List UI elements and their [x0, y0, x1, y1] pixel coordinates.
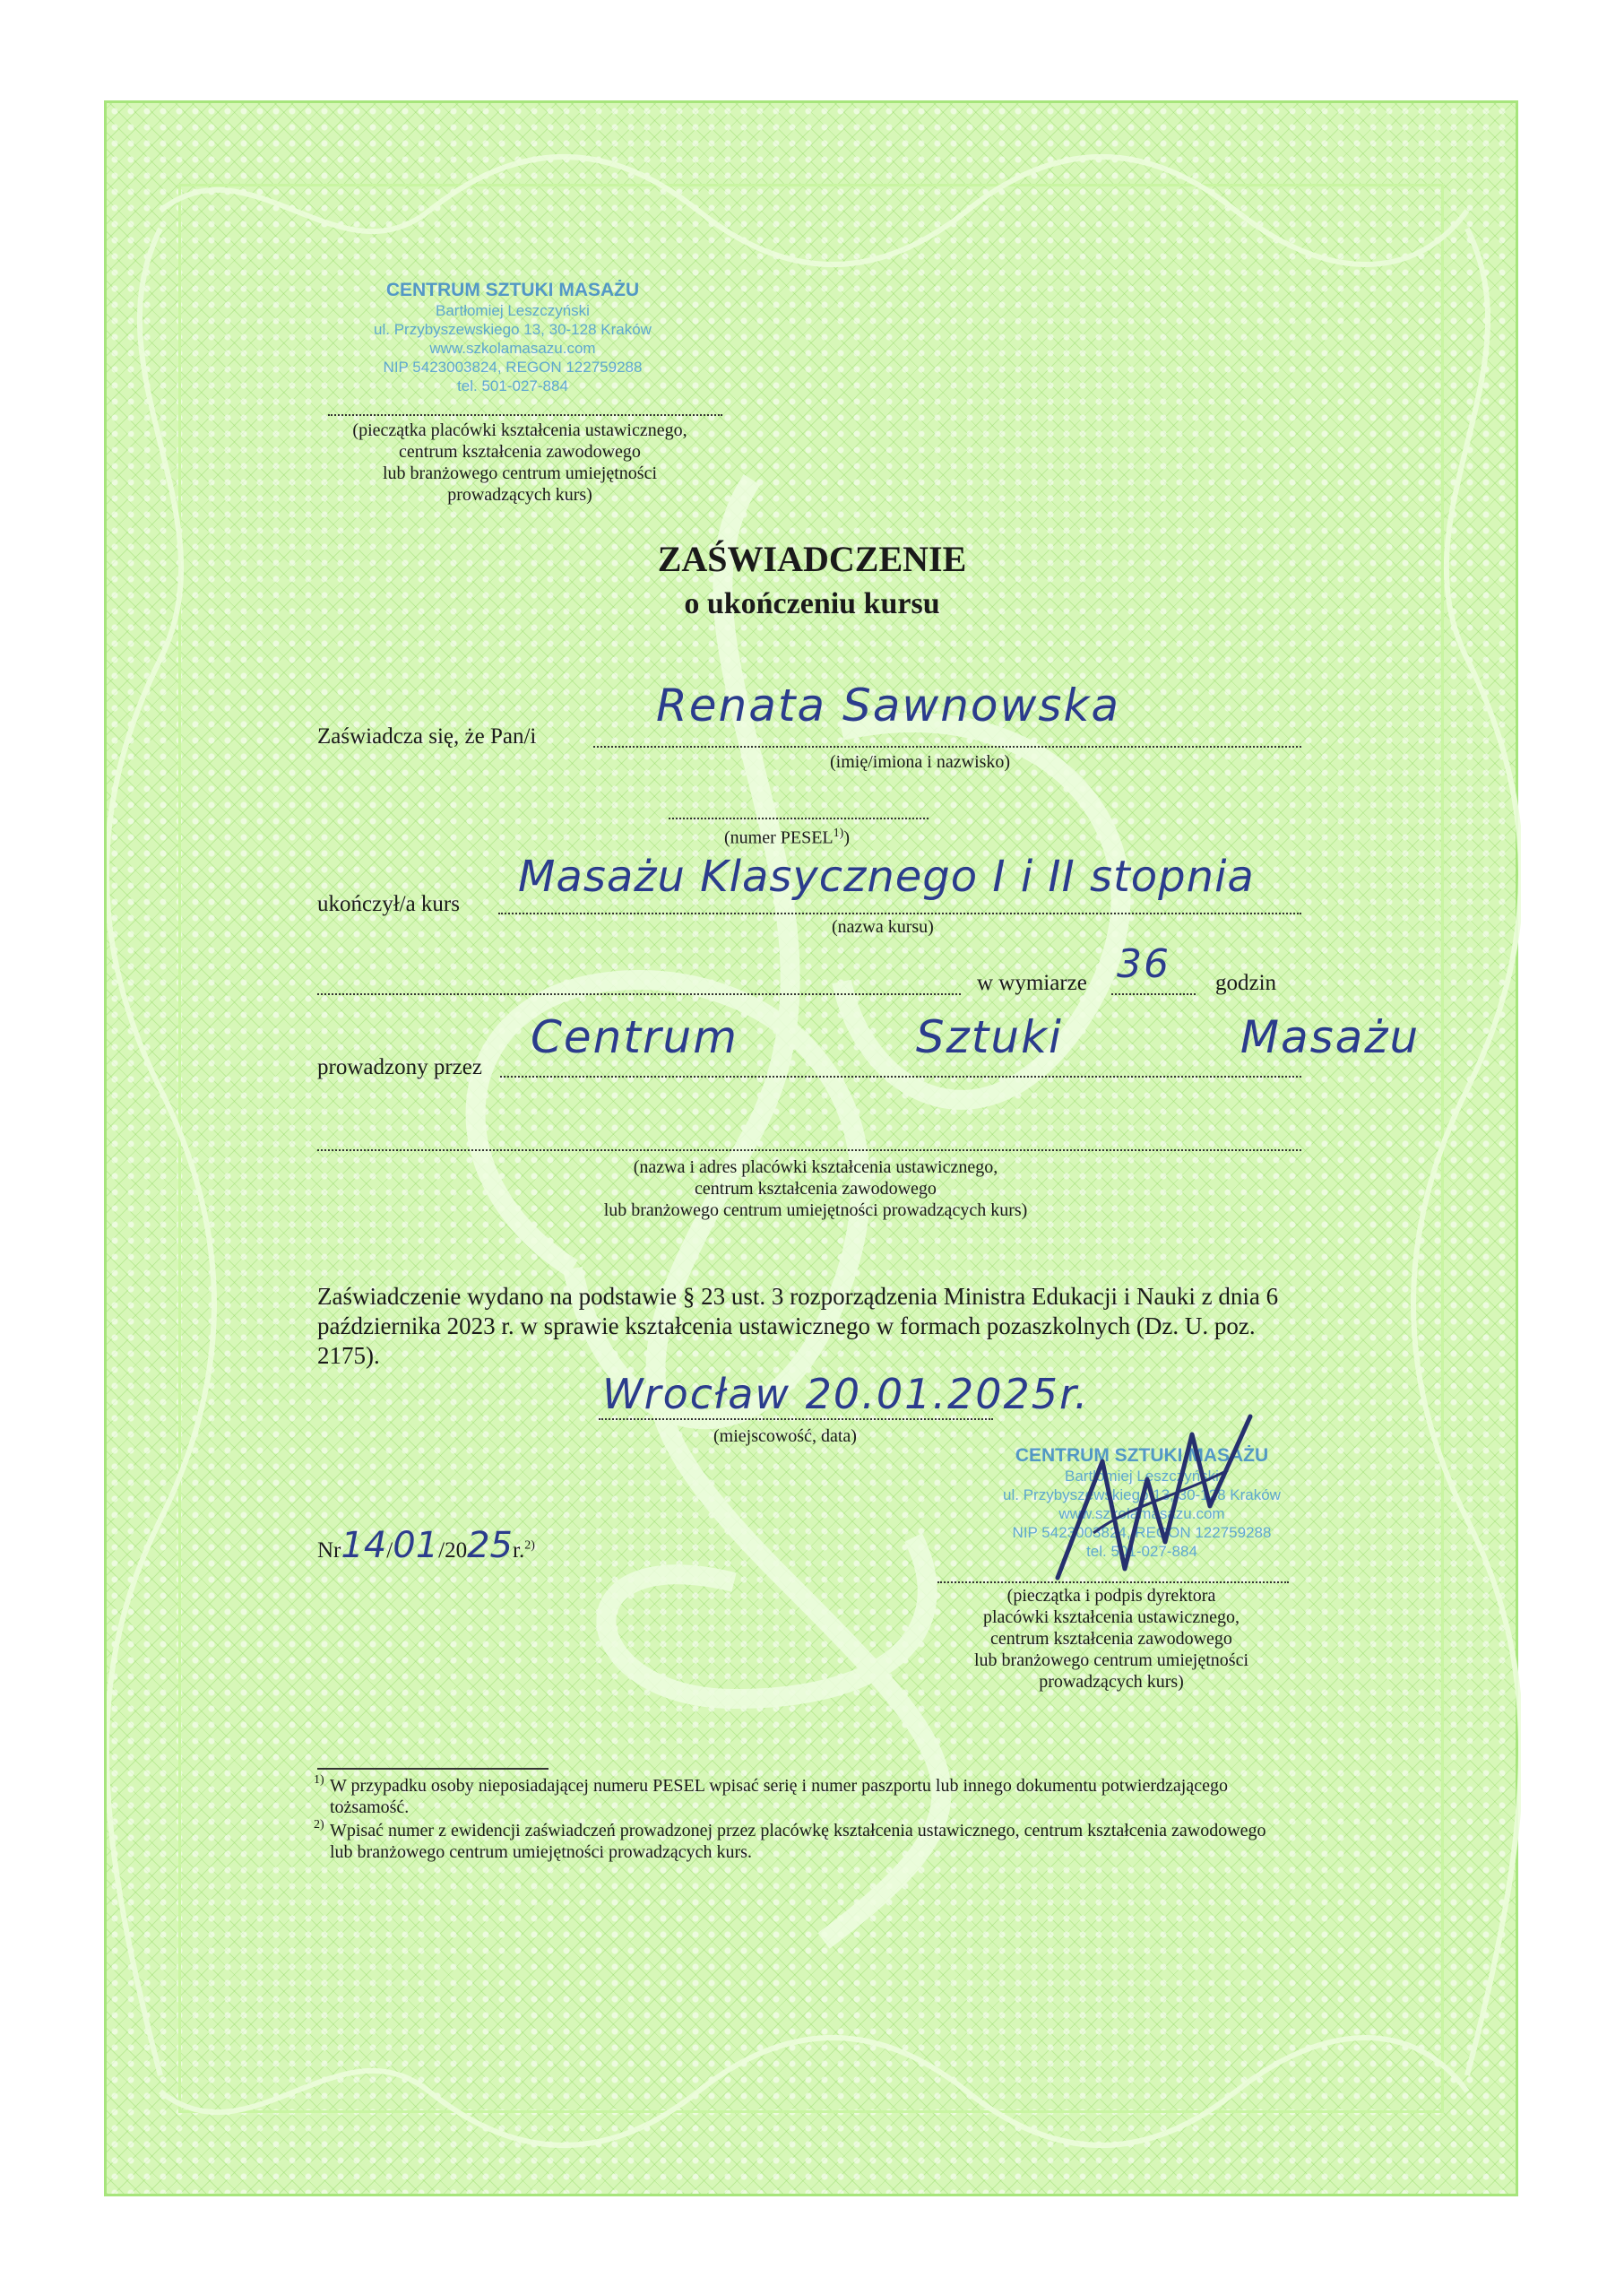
legal-basis: Zaświadczenie wydano na podstawie § 23 ust. 3 rozporządzenia Ministra Edukacji i Nauki z dnia 6 października 2023 r. w sprawie kształcenia ustawicznego w formach pozaszkolnych (Dz. U. poz. 2175). — [317, 1283, 1279, 1369]
signature-caption: (pieczątka i podpis dyrektora placówki kształcenia ustawicznego, centrum kształcenia zawodowego lub branżowego centrum umiejętności prowadzących kurs) — [973, 1586, 1248, 1692]
number-prefix: Nr — [317, 1538, 341, 1563]
footnotes — [314, 1773, 1285, 1863]
stamp-top-phone: tel. 501-027-884 — [457, 377, 568, 394]
course-line-2 — [317, 993, 961, 995]
organizer-line — [500, 1076, 1301, 1078]
document-subtitle: o ukończeniu kursu — [684, 587, 940, 620]
footnote-2 — [314, 1818, 1285, 1863]
pesel-caption-text: (numer PESEL — [724, 827, 834, 848]
number-part2: 01 — [393, 1525, 439, 1566]
number-footnote-mark: 2) — [524, 1538, 535, 1553]
hours-line — [1111, 993, 1196, 995]
hours-suffix: godzin — [1215, 971, 1277, 995]
stamp-bottom-web: www.szkolamasazu.com — [1058, 1505, 1225, 1522]
stamp-top-name: CENTRUM SZTUKI MASAŻU — [385, 280, 640, 300]
person-label: Zaświadcza się, że Pan/i — [317, 724, 537, 749]
stamp-bottom-phone: tel. 501-027-884 — [1086, 1543, 1197, 1560]
course-line — [498, 913, 1301, 914]
stamp-bottom-ids: NIP 5423003824, REGON 122759288 — [1012, 1524, 1272, 1541]
person-caption: (imię/imiona i nazwisko) — [830, 752, 1011, 772]
stamp-bottom-address: ul. Przybyszewskiego 13, 30-128 Kraków — [1003, 1486, 1281, 1503]
person-line — [593, 746, 1301, 748]
number-year: 25 — [467, 1525, 514, 1566]
certificate-sheet — [104, 100, 1518, 2196]
organizer-label: prowadzony przez — [317, 1055, 482, 1079]
stamp-top-web: www.szkolamasazu.com — [429, 340, 596, 357]
number-suffix: r. — [513, 1538, 525, 1563]
course-caption: (nazwa kursu) — [832, 917, 934, 937]
footnote-2-mark: 2) — [314, 1818, 324, 1832]
hours-prefix: w wymiarze — [977, 971, 1087, 995]
stamp-top-address: ul. Przybyszewskiego 13, 30-128 Kraków — [374, 321, 652, 338]
stamp-bottom-owner: Bartłomiej Leszczyński — [1065, 1468, 1219, 1485]
pesel-caption-end: ) — [843, 827, 850, 848]
organizer-line-2 — [317, 1149, 1301, 1151]
stamp-top-ids: NIP 5423003824, REGON 122759288 — [383, 359, 643, 376]
stamp-top-line — [328, 414, 722, 416]
stamp-top-caption: (pieczątka placówki kształcenia ustawicznego, centrum kształcenia zawodowego lub branżowego centrum umiejętności prowadzących kurs) — [352, 420, 687, 505]
number-separator: / — [386, 1538, 393, 1563]
place-date-value: Wrocław 20.01.2025r. — [602, 1370, 1090, 1418]
pesel-line — [669, 818, 929, 819]
stamp-top-owner: Bartłomiej Leszczyński — [436, 302, 590, 319]
footnote-1-text: W przypadku osoby nieposiadającej numeru PESEL wpisać serię i numer paszportu lub innego dokumentu potwierdzającego tożsamość. — [330, 1776, 1228, 1817]
footnote-divider — [317, 1768, 549, 1770]
signature-line — [937, 1581, 1289, 1583]
organizer-value: Centrum Sztuki Masażu — [531, 1011, 1421, 1063]
number-year-prefix: /20 — [438, 1538, 468, 1563]
place-date-caption: (miejscowość, data) — [713, 1426, 857, 1446]
stamp-top — [315, 280, 710, 395]
hours-value: 36 — [1117, 941, 1170, 987]
footnote-1 — [314, 1773, 1285, 1818]
footnote-2-text: Wpisać numer z ewidencji zaświadczeń prowadzonej przez placówkę kształcenia ustawicznego, centrum kształcenia zawodowego lub branżowego centrum umiejętności prowadzących kurs. — [330, 1821, 1266, 1862]
course-value: Masażu Klasycznego I i II stopnia — [518, 852, 1255, 902]
place-date-line — [599, 1418, 993, 1420]
organizer-caption: (nazwa i adres placówki kształcenia ustawicznego, centrum kształcenia zawodowego lub branżowego centrum umiejętności prowadzących kurs) — [603, 1157, 1028, 1220]
footnote-1-mark: 1) — [314, 1773, 324, 1787]
pesel-footnote-mark: 1) — [833, 827, 844, 840]
stamp-bottom-name: CENTRUM SZTUKI MASAŻU — [1015, 1445, 1269, 1466]
number-part1: 14 — [341, 1525, 387, 1566]
pesel-caption — [724, 823, 850, 849]
person-value: Renata Sawnowska — [656, 680, 1121, 732]
document-title: ZAŚWIADCZENIE — [657, 539, 967, 579]
course-label: ukończył/a kurs — [317, 892, 460, 916]
certificate-number — [317, 1525, 535, 1566]
